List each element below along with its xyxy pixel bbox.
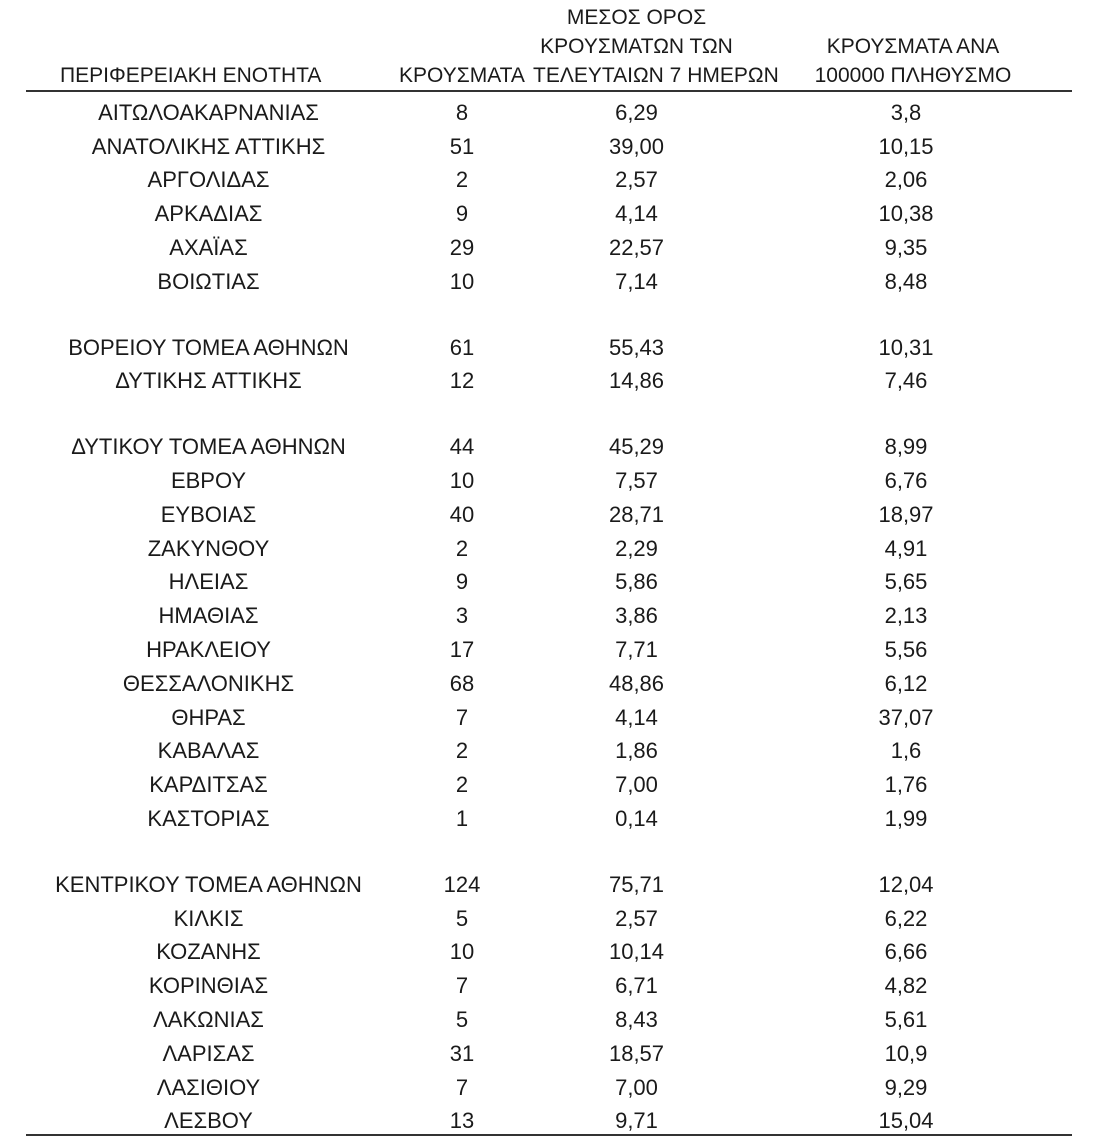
avg7-cell: 75,71 <box>608 871 665 897</box>
region-cell: ΗΡΑΚΛΕΙΟΥ <box>146 637 271 663</box>
avg7-cell: 2,57 <box>615 905 658 931</box>
avg7-cell: 39,00 <box>608 133 665 159</box>
cases-cell: 8 <box>455 99 469 125</box>
region-cell: ΚΑΣΤΟΡΙΑΣ <box>147 806 270 832</box>
per100k-cell: 5,65 <box>884 569 928 595</box>
cases-cell: 44 <box>449 434 475 460</box>
per100k-cell: 2,06 <box>884 167 928 193</box>
header-avg7-line3: ΤΕΛΕΥΤΑΙΩΝ 7 ΗΜΕΡΩΝ <box>533 64 779 87</box>
region-cell: ΚΑΒΑΛΑΣ <box>157 738 260 764</box>
table-row <box>26 802 1072 836</box>
per100k-cell: 3,8 <box>890 99 922 125</box>
header-avg7 <box>533 3 779 90</box>
cases-cell: 7 <box>455 973 469 999</box>
bottom-rule <box>26 1134 1072 1136</box>
avg7-cell: 3,86 <box>615 603 658 629</box>
per100k-cell: 18,97 <box>878 501 934 527</box>
cases-cell: 12 <box>449 368 475 394</box>
per100k-cell: 5,61 <box>884 1007 928 1033</box>
avg7-cell: 2,29 <box>615 535 658 561</box>
avg7-cell: 45,29 <box>608 434 665 460</box>
region-cell: ΗΛΕΙΑΣ <box>168 569 249 595</box>
avg7-cell: 8,43 <box>615 1007 658 1033</box>
cases-cell: 10 <box>449 268 475 294</box>
avg7-cell: 7,71 <box>615 637 658 663</box>
cases-cell: 10 <box>449 468 475 494</box>
per100k-cell: 9,35 <box>884 235 928 261</box>
avg7-cell: 7,00 <box>615 1074 658 1100</box>
region-cell: ΒΟΡΕΙΟΥ ΤΟΜΕΑ ΑΘΗΝΩΝ <box>68 334 349 360</box>
cases-cell: 7 <box>455 704 469 730</box>
per100k-cell: 15,04 <box>878 1108 934 1134</box>
avg7-cell: 48,86 <box>608 670 665 696</box>
region-cell: ΘΕΣΣΑΛΟΝΙΚΗΣ <box>122 670 295 696</box>
avg7-cell: 7,57 <box>615 468 658 494</box>
avg7-cell: 4,14 <box>615 201 658 227</box>
per100k-cell: 10,38 <box>878 201 934 227</box>
region-cell: ΑΡΓΟΛΙΔΑΣ <box>147 167 270 193</box>
cases-cell: 5 <box>455 905 469 931</box>
table-row <box>26 633 1072 667</box>
avg7-cell: 6,29 <box>615 99 658 125</box>
avg7-cell: 55,43 <box>608 334 665 360</box>
cases-cell: 9 <box>455 569 469 595</box>
table-row <box>26 868 1072 902</box>
per100k-cell: 12,04 <box>878 871 934 897</box>
table-body <box>26 96 1072 1138</box>
region-cell: ΚΟΡΙΝΘΙΑΣ <box>148 973 269 999</box>
per100k-cell: 1,6 <box>890 738 922 764</box>
region-cell: ΖΑΚΥΝΘΟΥ <box>147 535 270 561</box>
avg7-cell: 14,86 <box>608 368 665 394</box>
per100k-cell: 6,22 <box>884 905 928 931</box>
cases-cell: 29 <box>449 235 475 261</box>
region-cell: ΚΑΡΔΙΤΣΑΣ <box>149 772 268 798</box>
avg7-cell: 9,71 <box>615 1108 658 1134</box>
per100k-cell: 10,15 <box>878 133 934 159</box>
table-row <box>26 599 1072 633</box>
avg7-cell: 7,00 <box>615 772 658 798</box>
table-row <box>26 667 1072 701</box>
per100k-cell: 4,91 <box>884 535 928 561</box>
table-row <box>26 498 1072 532</box>
region-cell: ΑΧΑΪΑΣ <box>169 235 248 261</box>
table-row <box>26 231 1072 265</box>
cases-cell: 10 <box>449 939 475 965</box>
cases-cell: 2 <box>455 535 469 561</box>
per100k-cell: 10,31 <box>878 334 934 360</box>
table-row <box>26 735 1072 769</box>
cases-table <box>26 6 1072 1138</box>
avg7-cell: 1,86 <box>615 738 658 764</box>
avg7-cell: 10,14 <box>608 939 665 965</box>
region-cell: ΑΝΑΤΟΛΙΚΗΣ ΑΤΤΙΚΗΣ <box>91 133 326 159</box>
per100k-cell: 1,99 <box>884 806 928 832</box>
cases-cell: 40 <box>449 501 475 527</box>
per100k-cell: 8,48 <box>884 268 928 294</box>
avg7-cell: 4,14 <box>615 704 658 730</box>
avg7-cell: 6,71 <box>615 973 658 999</box>
cases-cell: 2 <box>455 167 469 193</box>
per100k-cell: 37,07 <box>878 704 934 730</box>
avg7-cell: 0,14 <box>615 806 658 832</box>
cases-cell: 124 <box>443 871 481 897</box>
per100k-cell: 4,82 <box>884 973 928 999</box>
header-cases-label: ΚΡΟΥΣΜΑΤΑ <box>399 64 525 87</box>
cases-cell: 31 <box>449 1040 475 1066</box>
region-cell: ΛΕΣΒΟΥ <box>164 1108 253 1134</box>
header-avg7-line2: ΚΡΟΥΣΜΑΤΩΝ ΤΩΝ <box>540 35 733 58</box>
table-row <box>26 130 1072 164</box>
cases-cell: 68 <box>449 670 475 696</box>
per100k-cell: 7,46 <box>884 368 928 394</box>
region-cell: ΔΥΤΙΚΟΥ ΤΟΜΕΑ ΑΘΗΝΩΝ <box>71 434 346 460</box>
header-region <box>26 61 391 90</box>
per100k-cell: 10,9 <box>884 1040 928 1066</box>
header-per100k <box>740 32 1072 90</box>
region-cell: ΕΒΡΟΥ <box>170 468 247 494</box>
table-row <box>26 430 1072 464</box>
cases-cell: 3 <box>455 603 469 629</box>
region-cell: ΒΟΙΩΤΙΑΣ <box>157 268 260 294</box>
table-row <box>26 768 1072 802</box>
cases-cell: 1 <box>455 806 469 832</box>
table-header <box>26 6 1072 92</box>
region-cell: ΑΙΤΩΛΟΑΚΑΡΝΑΝΙΑΣ <box>98 99 319 125</box>
per100k-cell: 9,29 <box>884 1074 928 1100</box>
cases-cell: 13 <box>449 1108 475 1134</box>
table-row <box>26 902 1072 936</box>
per100k-cell: 1,76 <box>884 772 928 798</box>
header-cases <box>391 61 533 90</box>
table-row <box>26 164 1072 198</box>
table-row <box>26 1037 1072 1071</box>
table-row <box>26 265 1072 299</box>
cases-cell: 9 <box>455 201 469 227</box>
avg7-cell: 28,71 <box>608 501 665 527</box>
cases-cell: 5 <box>455 1007 469 1033</box>
per100k-cell: 8,99 <box>884 434 928 460</box>
table-row <box>26 566 1072 600</box>
region-cell: ΔΥΤΙΚΗΣ ΑΤΤΙΚΗΣ <box>115 368 302 394</box>
region-cell: ΗΜΑΘΙΑΣ <box>158 603 259 629</box>
region-cell: ΕΥΒΟΙΑΣ <box>160 501 257 527</box>
region-cell: ΛΑΚΩΝΙΑΣ <box>153 1007 264 1033</box>
avg7-cell: 7,14 <box>615 268 658 294</box>
region-cell: ΚΙΛΚΙΣ <box>173 905 244 931</box>
region-cell: ΘΗΡΑΣ <box>171 704 246 730</box>
header-region-label: ΠΕΡΙΦΕΡΕΙΑΚΗ ΕΝΟΤΗΤΑ <box>60 64 322 87</box>
avg7-cell: 2,57 <box>615 167 658 193</box>
table-row <box>26 969 1072 1003</box>
region-cell: ΚΕΝΤΡΙΚΟΥ ΤΟΜΕΑ ΑΘΗΝΩΝ <box>55 871 362 897</box>
table-row <box>26 936 1072 970</box>
per100k-cell: 5,56 <box>884 637 928 663</box>
region-cell: ΛΑΡΙΣΑΣ <box>162 1040 255 1066</box>
header-per100k-line2: 100000 ΠΛΗΘΥΣΜΟ <box>814 64 1012 87</box>
cases-cell: 17 <box>449 637 475 663</box>
cases-cell: 7 <box>455 1074 469 1100</box>
avg7-cell: 5,86 <box>615 569 658 595</box>
table-row <box>26 197 1072 231</box>
region-cell: ΚΟΖΑΝΗΣ <box>156 939 261 965</box>
table-row <box>26 365 1072 399</box>
avg7-cell: 22,57 <box>608 235 665 261</box>
region-cell: ΑΡΚΑΔΙΑΣ <box>154 201 263 227</box>
cases-cell: 51 <box>449 133 475 159</box>
table-row <box>26 1003 1072 1037</box>
cases-cell: 2 <box>455 772 469 798</box>
cases-cell: 61 <box>449 334 475 360</box>
avg7-cell: 18,57 <box>608 1040 665 1066</box>
per100k-cell: 2,13 <box>884 603 928 629</box>
cases-cell: 2 <box>455 738 469 764</box>
table-row <box>26 701 1072 735</box>
header-per100k-line1: ΚΡΟΥΣΜΑΤΑ ΑΝΑ <box>826 35 1000 58</box>
table-row <box>26 464 1072 498</box>
table-row <box>26 96 1072 130</box>
header-avg7-line1: ΜΕΣΟΣ ΟΡΟΣ <box>566 6 707 29</box>
per100k-cell: 6,12 <box>884 670 928 696</box>
region-cell: ΛΑΣΙΘΙΟΥ <box>156 1074 261 1100</box>
per100k-cell: 6,66 <box>884 939 928 965</box>
table-row <box>26 331 1072 365</box>
per100k-cell: 6,76 <box>884 468 928 494</box>
table-row <box>26 532 1072 566</box>
table-row <box>26 1071 1072 1105</box>
